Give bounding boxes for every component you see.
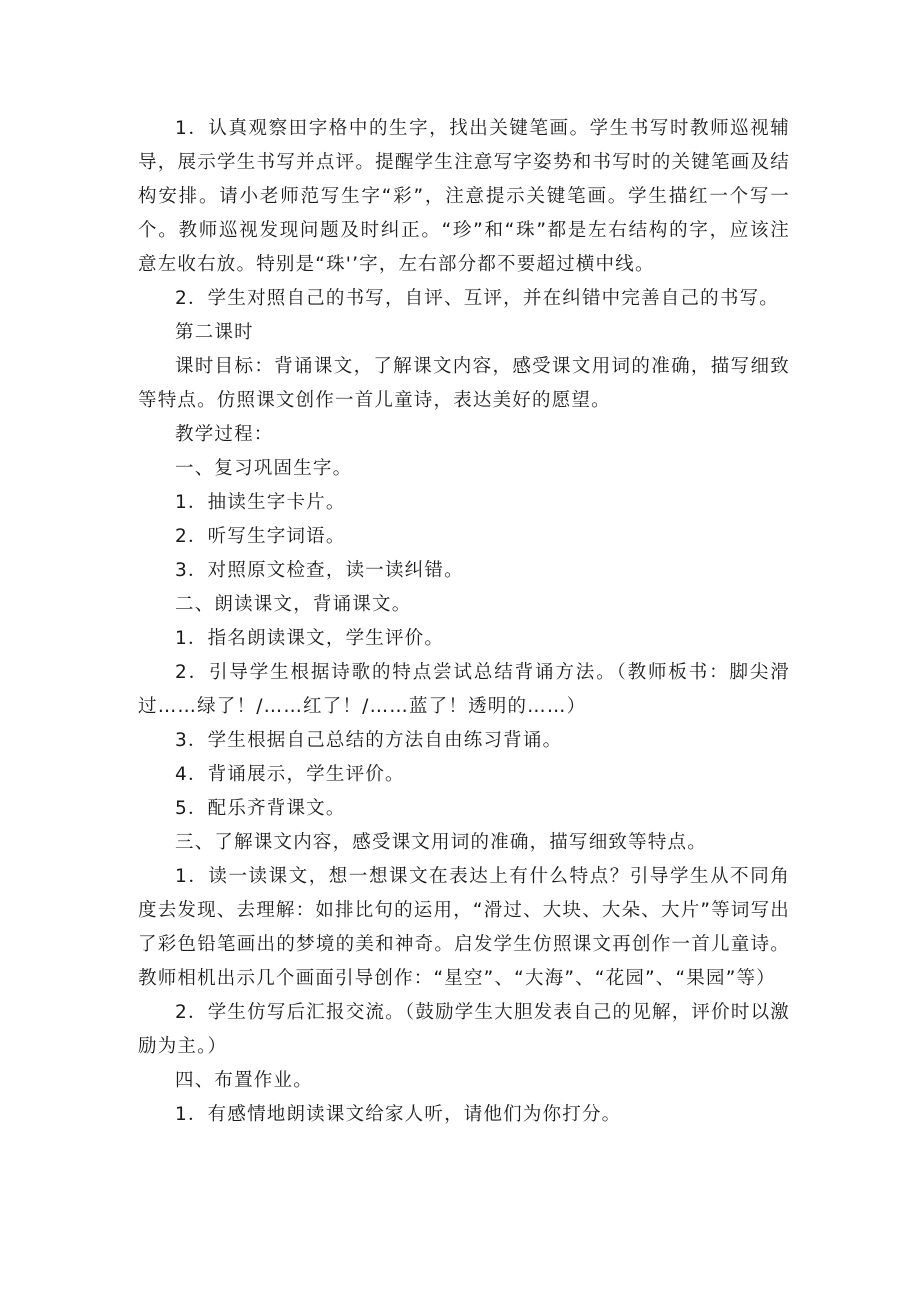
list-item-homework-1: 1．有感情地朗读课文给家人听，请他们为你打分。 — [175, 1104, 622, 1125]
list-item-recite-1: 1．指名朗读课文，学生评价。 — [175, 628, 445, 649]
list-item-recite-4: 4．背诵展示，学生评价。 — [175, 764, 405, 785]
heading-review-characters: 一、复习巩固生字。 — [175, 458, 353, 479]
list-item-recite-3: 3．学生根据自己总结的方法自由练习背诵。 — [175, 730, 563, 751]
paragraph-self-evaluation: 2．学生对照自己的书写，自评、互评，并在纠错中完善自己的书写。 — [175, 288, 779, 309]
document-page — [138, 112, 790, 1132]
list-item-review-3: 3．对照原文检查，读一读纠错。 — [175, 560, 464, 581]
list-item-understand-1: 1．读一读课文，想一想课文在表达上有什么特点？引导学生从不同角度去发现、去理解：如排比句的运用，“滑过、大块、大朵、大片”等词写出了彩色铅笔画出的梦境的美和神奇。启发学生仿照课文再创作一首儿童诗。教师相机出示几个画面引导创作：“星空”、“大海”、“花园”、“果园”等） — [138, 866, 790, 989]
heading-read-recite: 二、朗读课文，背诵课文。 — [175, 594, 412, 615]
heading-understand-content: 三、了解课文内容，感受课文用词的准确，描写细致等特点。 — [175, 832, 707, 853]
heading-homework: 四、布置作业。 — [175, 1070, 313, 1091]
list-item-review-2: 2．听写生字词语。 — [175, 526, 346, 547]
list-item-understand-2: 2．学生仿写后汇报交流。（鼓励学生大胆发表自己的见解，评价时以激励为主。） — [138, 1002, 790, 1057]
list-item-review-1: 1．抽读生字卡片。 — [175, 492, 346, 513]
list-item-recite-2: 2．引导学生根据诗歌的特点尝试总结背诵方法。（教师板书：脚尖滑过……绿了！/……红了！/……蓝了！透明的……） — [138, 662, 790, 717]
section-title-second-lesson: 第二课时 — [175, 322, 254, 343]
list-item-recite-5: 5．配乐齐背课文。 — [175, 798, 346, 819]
heading-teaching-process: 教学过程： — [175, 424, 274, 445]
paragraph-writing-guidance: 1．认真观察田字格中的生字，找出关键笔画。学生书写时教师巡视辅导，展示学生书写并点评。提醒学生注意写字姿势和书写时的关键笔画及结构安排。请小老师范写生字“彩”，注意提示关键笔画。学生描红一个写一个。教师巡视发现问题及时纠正。“珍”和“珠”都是左右结构的字，应该注意左收右放。特别是“珠'’字，左右部分都不要超过横中线。 — [138, 118, 790, 275]
paragraph-lesson-goals: 课时目标：背诵课文，了解课文内容，感受课文用词的准确，描写细致等特点。仿照课文创作一首儿童诗，表达美好的愿望。 — [138, 356, 790, 411]
